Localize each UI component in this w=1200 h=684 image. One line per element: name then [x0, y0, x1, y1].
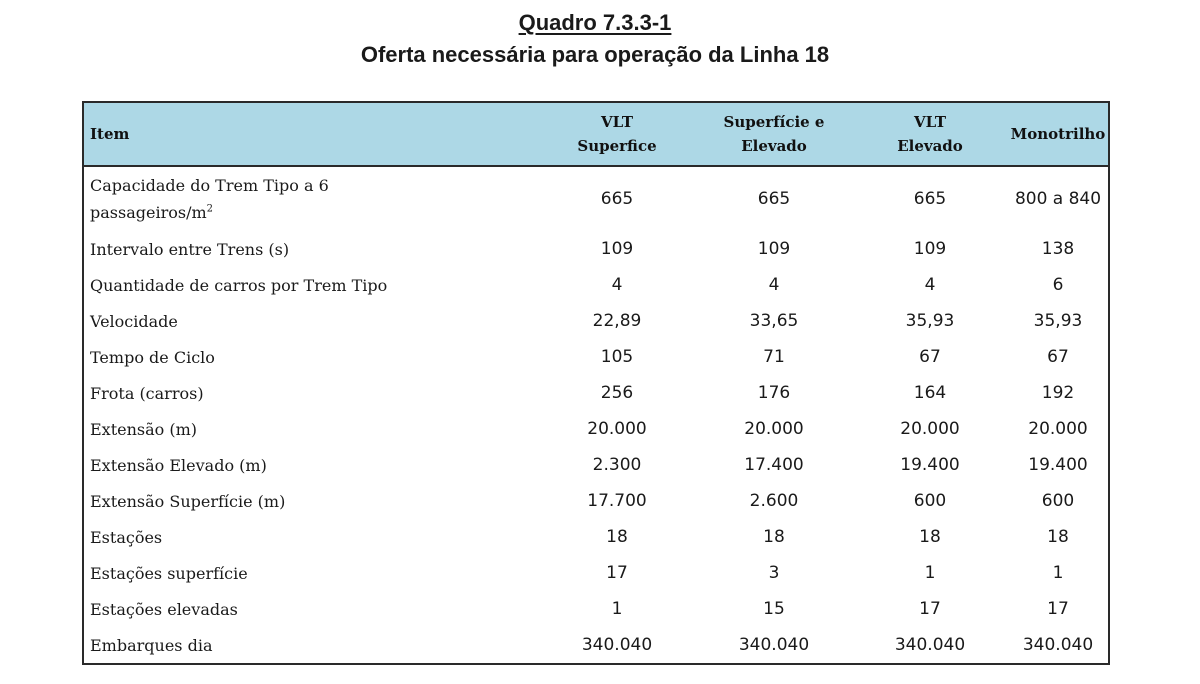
- cell-vlt-superficie: 17.700: [587, 491, 647, 511]
- row-label: Extensão Superfície (m): [90, 491, 286, 511]
- table-row: [83, 231, 1109, 267]
- cell-superficie-elevado: 20.000: [744, 419, 804, 439]
- cell-vlt-superficie: 665: [600, 189, 634, 209]
- cell-superficie-elevado: 176: [757, 383, 791, 403]
- row-label: Velocidade: [90, 311, 178, 331]
- cell-vlt-superficie: 18: [606, 527, 628, 547]
- cell-monotrilho: 138: [1041, 239, 1075, 259]
- header-vlt-elevado-line1: VLT: [913, 113, 947, 131]
- cell-vlt-elevado: 18: [919, 527, 941, 547]
- table-row: [83, 166, 1109, 231]
- cell-monotrilho: 600: [1041, 491, 1075, 511]
- table-row: [83, 483, 1109, 519]
- cell-vlt-elevado: 340.040: [894, 635, 966, 655]
- header-item: Item: [83, 102, 538, 166]
- cell-superficie-elevado: 71: [763, 347, 785, 367]
- cell-vlt-superficie: 1: [611, 599, 623, 619]
- row-label: Intervalo entre Trens (s): [90, 239, 290, 259]
- cell-vlt-elevado: 67: [919, 347, 941, 367]
- cell-superficie-elevado: 15: [763, 599, 785, 619]
- cell-vlt-elevado: 665: [913, 189, 947, 209]
- cell-vlt-elevado: 109: [913, 239, 947, 259]
- cell-monotrilho: 35,93: [1033, 311, 1083, 331]
- cell-superficie-elevado: 4: [768, 275, 780, 295]
- cell-vlt-superficie: 256: [600, 383, 634, 403]
- header-superficie-elevado: [696, 102, 852, 166]
- header-vlt-superficie-line2: Superfice: [577, 137, 657, 155]
- row-label: Estações superfície: [90, 563, 248, 583]
- row-label: Estações: [90, 527, 163, 547]
- cell-vlt-elevado: 20.000: [900, 419, 960, 439]
- header-vlt-elevado-line2: Elevado: [897, 137, 963, 155]
- cell-vlt-elevado: 600: [913, 491, 947, 511]
- row-label: Quantidade de carros por Trem Tipo: [90, 275, 388, 295]
- cell-vlt-elevado: 4: [924, 275, 936, 295]
- cell-vlt-superficie: 105: [600, 347, 634, 367]
- table-row: [83, 555, 1109, 591]
- table-row: [83, 267, 1109, 303]
- cell-monotrilho: 18: [1047, 527, 1069, 547]
- cell-vlt-elevado: 1: [924, 563, 936, 583]
- header-row: [83, 102, 1109, 166]
- row-label: Extensão (m): [90, 419, 198, 439]
- cell-monotrilho: 340.040: [1022, 635, 1094, 655]
- table-header: [83, 102, 1109, 166]
- cell-superficie-elevado: 18: [763, 527, 785, 547]
- row-label: Tempo de Ciclo: [90, 347, 215, 367]
- header-vlt-superficie: [538, 102, 696, 166]
- cell-vlt-superficie: 20.000: [587, 419, 647, 439]
- cell-monotrilho: 192: [1041, 383, 1075, 403]
- cell-superficie-elevado: 3: [768, 563, 780, 583]
- cell-superficie-elevado: 33,65: [749, 311, 799, 331]
- cell-monotrilho: 800 a 840: [1014, 189, 1102, 209]
- cell-vlt-superficie: 2.300: [592, 455, 642, 475]
- table-row: [83, 519, 1109, 555]
- cell-vlt-superficie: 4: [611, 275, 623, 295]
- row-label: Embarques dia: [90, 635, 213, 655]
- header-vlt-elevado: [852, 102, 1008, 166]
- cell-vlt-elevado: 19.400: [900, 455, 960, 475]
- cell-superficie-elevado: 340.040: [738, 635, 810, 655]
- table-row: [83, 447, 1109, 483]
- table-caption-title: Oferta necessária para operação da Linha 18: [360, 42, 830, 67]
- cell-vlt-elevado: 17: [919, 599, 941, 619]
- offer-table: [82, 101, 1110, 665]
- cell-superficie-elevado: 2.600: [749, 491, 799, 511]
- table-row: [83, 411, 1109, 447]
- table-caption-number: Quadro 7.3.3-1: [518, 10, 672, 35]
- cell-superficie-elevado: 109: [757, 239, 791, 259]
- cell-superficie-elevado: 17.400: [744, 455, 804, 475]
- cell-monotrilho: 6: [1052, 275, 1064, 295]
- row-label: [83, 166, 538, 231]
- cell-monotrilho: 1: [1052, 563, 1064, 583]
- table-row: [83, 303, 1109, 339]
- cell-monotrilho: 20.000: [1028, 419, 1088, 439]
- row-label: Frota (carros): [90, 383, 204, 403]
- cell-vlt-superficie: 22,89: [592, 311, 642, 331]
- cell-vlt-superficie: 109: [600, 239, 634, 259]
- row-label: Extensão Elevado (m): [90, 455, 267, 475]
- row-label-text: Capacidade do Trem Tipo a 6 passageiros/m: [90, 176, 329, 222]
- cell-vlt-elevado: 164: [913, 383, 947, 403]
- cell-monotrilho: 19.400: [1028, 455, 1088, 475]
- cell-superficie-elevado: 665: [757, 189, 791, 209]
- header-monotrilho: Monotrilho: [1008, 102, 1109, 166]
- cell-vlt-superficie: 340.040: [581, 635, 653, 655]
- table-row: [83, 627, 1109, 664]
- cell-monotrilho: 67: [1047, 347, 1069, 367]
- cell-monotrilho: 17: [1047, 599, 1069, 619]
- header-superficie-elevado-line1: Superfície e: [723, 113, 825, 131]
- cell-vlt-elevado: 35,93: [905, 311, 955, 331]
- table-body: [83, 166, 1109, 664]
- header-vlt-superficie-line1: VLT: [600, 113, 634, 131]
- row-label: Estações elevadas: [90, 599, 238, 619]
- table-row: [83, 375, 1109, 411]
- table-row: [83, 591, 1109, 627]
- cell-vlt-superficie: 17: [606, 563, 628, 583]
- header-superficie-elevado-line2: Elevado: [741, 137, 807, 155]
- row-label-superscript: 2: [206, 203, 213, 215]
- table-row: [83, 339, 1109, 375]
